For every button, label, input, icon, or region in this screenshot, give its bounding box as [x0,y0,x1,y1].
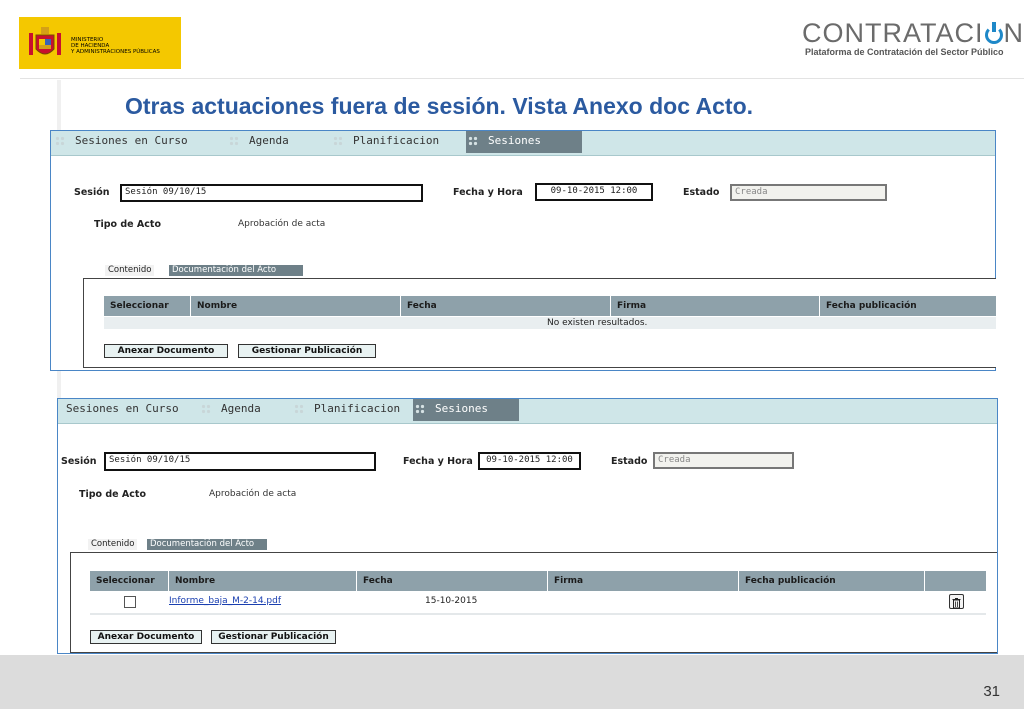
sesion-field[interactable]: Sesión 09/10/15 [104,452,376,471]
col-fecha-publicacion: Fecha publicación [826,301,917,311]
col-nombre: Nombre [169,571,357,591]
brand-suffix: N [1003,18,1024,48]
empty-message: No existen resultados. [547,318,648,328]
sesion-field[interactable]: Sesión 09/10/15 [120,184,423,202]
slide-title: Otras actuaciones fuera de sesión. Vista Anexo doc Acto. [125,93,754,119]
tab-planificacion[interactable]: Planificacion [333,131,453,153]
coat-of-arms-icon [27,25,63,63]
ministry-name: MINISTERIO DE HACIENDA Y ADMINISTRACIONES PÚBLICAS [71,37,160,56]
grip-icon [333,136,343,146]
col-firma: Firma [548,571,739,591]
tipo-acto-label: Tipo de Acto [94,219,161,230]
estado-field: Creada [653,452,794,469]
trash-icon[interactable] [949,594,964,609]
col-fecha: Fecha [401,296,611,316]
tab-sesiones[interactable]: Sesiones [466,131,582,153]
estado-label: Estado [683,187,720,198]
tipo-acto-label: Tipo de Acto [79,489,146,500]
tab-sesiones-en-curso[interactable]: Sesiones en Curso [55,131,215,153]
anexar-documento-button[interactable]: Anexar Documento [104,344,228,358]
tab-bar [51,131,995,156]
sesion-label: Sesión [61,456,97,467]
documents-panel [83,278,996,368]
brand-subtitle: Plataforma de Contratación del Sector Público [805,47,1004,57]
table-header [104,296,996,316]
fecha-hora-label: Fecha y Hora [453,187,523,198]
col-firma: Firma [611,296,820,316]
screenshot-empty [50,130,996,371]
tab-bar [58,399,997,424]
subtab-documentacion-acto[interactable]: Documentación del Acto [147,539,267,550]
estado-field: Creada [730,184,887,201]
tipo-acto-value: Aprobación de acta [238,219,326,229]
grip-icon [201,404,211,414]
anexar-documento-button[interactable]: Anexar Documento [90,630,202,644]
table-row [90,593,986,615]
col-fecha-publicacion: Fecha publicación [739,571,925,591]
document-date: 15-10-2015 [425,596,478,606]
gestionar-publicacion-button[interactable]: Gestionar Publicación [238,344,376,358]
tab-agenda[interactable]: Agenda [201,399,291,421]
grip-icon [294,404,304,414]
document-link[interactable]: Informe_baja_M-2-14.pdf [169,596,282,606]
fecha-hora-label: Fecha y Hora [403,456,473,467]
tab-planificacion[interactable]: Planificacion [294,399,414,421]
fecha-hora-field[interactable]: 09-10-2015 12:00 [478,452,581,470]
fecha-hora-field[interactable]: 09-10-2015 12:00 [535,183,653,201]
slide-footer [0,655,1024,709]
power-icon [985,26,1003,44]
grip-icon [415,404,425,414]
documents-panel [70,552,997,653]
col-seleccionar: Seleccionar [90,571,169,591]
estado-label: Estado [611,456,648,467]
col-seleccionar: Seleccionar [104,296,191,316]
page-number: 31 [983,683,1000,700]
sesion-label: Sesión [74,187,110,198]
header-divider [20,78,1024,79]
brand-prefix: CONTRATACI [802,18,984,48]
trash-glyph [950,597,963,610]
tab-agenda[interactable]: Agenda [229,131,319,153]
row-checkbox[interactable] [124,596,136,608]
table-header [90,571,986,591]
col-actions [925,571,986,591]
contratacion-brand [802,18,1024,49]
col-nombre: Nombre [191,296,401,316]
grip-icon [229,136,239,146]
col-fecha: Fecha [357,571,548,591]
grip-icon [468,136,478,146]
screenshot-with-document [57,398,998,654]
grip-icon [55,136,65,146]
gestionar-publicacion-button[interactable]: Gestionar Publicación [211,630,336,644]
tab-sesiones[interactable]: Sesiones [413,399,519,421]
tab-sesiones-en-curso[interactable]: Sesiones en Curso [66,402,179,415]
tipo-acto-value: Aprobación de acta [209,489,297,499]
subtab-contenido[interactable]: Contenido [88,539,137,550]
subtab-documentacion-acto[interactable]: Documentación del Acto [169,265,303,276]
subtab-contenido[interactable]: Contenido [105,265,154,276]
